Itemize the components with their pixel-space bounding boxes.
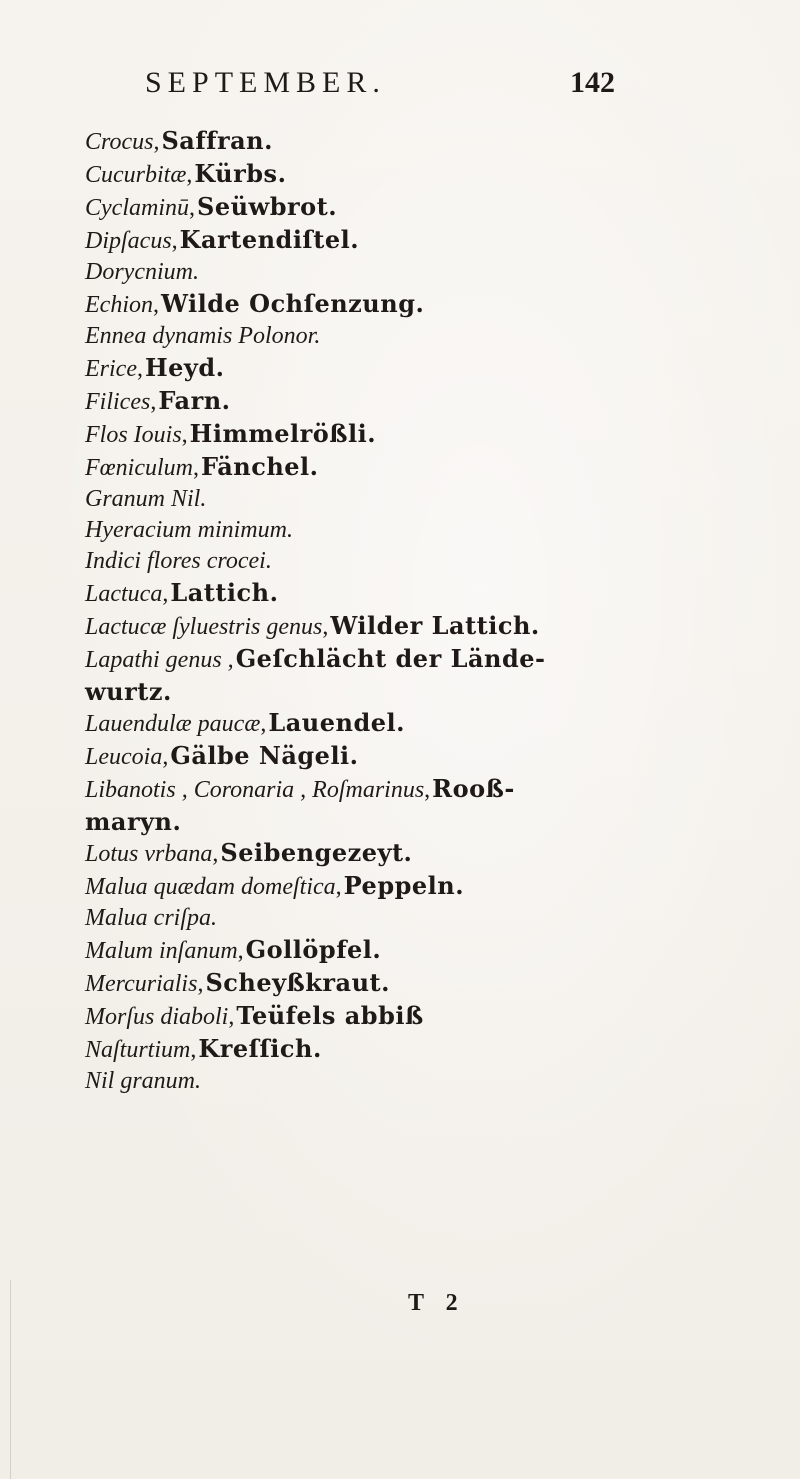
list-item [85,934,775,967]
list-item [85,224,775,257]
list-item [85,1000,775,1033]
german-name: Seüwbrot. [196,192,338,221]
german-name: maryn. [85,807,182,836]
list-item [85,352,775,385]
list-item [85,837,775,870]
latin-name: Fœniculum [85,455,193,481]
german-name: Lauendel. [268,708,405,737]
list-item [85,707,775,740]
latin-name: Cucurbitæ [85,162,187,188]
separator: , [162,581,169,607]
latin-name: Morſus diaboli [85,1004,229,1030]
plant-list [85,125,775,1097]
list-item [85,577,775,610]
list-item [85,451,775,484]
latin-name: Granum Nil. [85,486,207,512]
german-name: Himmelrößli. [189,419,377,448]
separator: , [190,1037,197,1063]
latin-name: Leucoia [85,744,163,770]
latin-name: Malua criſpa. [85,905,217,931]
latin-name: Nil granum. [85,1068,202,1094]
german-name: Rooß- [432,774,515,803]
latin-name: Flos Iouis [85,422,182,448]
latin-name: Dorycnium. [85,259,199,285]
separator: , [260,711,267,737]
german-name: Wilde Ochſenzung. [160,289,425,318]
german-name: Teüfels abbiß [236,1001,424,1030]
latin-name: Naſturtium [85,1037,191,1063]
separator: , [335,874,342,900]
latin-name: Echion [85,292,153,318]
latin-name: Hyeracium minimum. [85,517,293,543]
latin-name: Malum inſanum [85,938,238,964]
list-item [85,1066,775,1097]
list-item [85,257,775,288]
latin-name: Lactuca [85,581,163,607]
separator: , [153,129,160,155]
german-name: Lattich. [170,578,279,607]
list-item [85,740,775,773]
german-name: Kürbs. [194,159,287,188]
separator: , [322,614,329,640]
latin-name: Ennea dynamis Polonor. [85,323,321,349]
list-item [85,903,775,934]
german-name: Wilder Lattich. [330,611,540,640]
german-name: Kreſſich. [198,1034,322,1063]
list-item [85,1033,775,1066]
latin-name: Mercurialis [85,971,198,997]
separator: , [152,292,159,318]
list-item [85,773,775,806]
list-item [85,643,775,676]
german-name: Geſchlächt der Lände- [235,644,546,673]
page-edge-shadow [10,1280,11,1479]
separator: , [228,1004,235,1030]
running-head: SEPTEMBER. [145,66,386,99]
list-item [85,385,775,418]
separator: , [424,777,431,803]
separator: , [188,195,195,221]
latin-name: Filices [85,389,151,415]
catchword: T 2 [408,1290,466,1316]
list-item [85,418,775,451]
separator: , [186,162,193,188]
german-name: Peppeln. [343,871,465,900]
latin-name: Crocus [85,129,154,155]
list-item [85,967,775,1000]
separator: , [136,356,143,382]
latin-name: Lauendulæ paucæ [85,711,261,737]
latin-name: Erice [85,356,137,382]
latin-name: Libanotis , Coronaria , Roſmarinus [85,777,425,803]
separator: , [212,841,219,867]
separator: , [150,389,157,415]
latin-name: Dipſacus [85,228,172,254]
german-name: Gälbe Nägeli. [170,741,359,770]
german-name: Kartendiſtel. [179,225,360,254]
latin-name: Lotus vrbana [85,841,213,867]
german-name: Fänchel. [201,452,319,481]
latin-name: Indici flores crocei. [85,548,272,574]
german-name: Seibengezeyt. [220,838,413,867]
list-item [85,288,775,321]
german-name: Heyd. [144,353,225,382]
german-name: Saffran. [161,126,273,155]
latin-name: Cyclaminū [85,195,189,221]
separator: , [181,422,188,448]
list-item [85,806,775,837]
german-name: Farn. [158,386,231,415]
separator: , [171,228,178,254]
list-item [85,870,775,903]
separator: , [237,938,244,964]
latin-name: Lactucæ ſyluestris genus [85,614,323,640]
separator: , [162,744,169,770]
german-name: Scheyßkraut. [205,968,390,997]
separator: , [197,971,204,997]
german-name: wurtz. [85,677,172,706]
latin-name: Malua quædam domeſtica [85,874,336,900]
list-item [85,676,775,707]
latin-name: Lapathi genus , [85,647,234,673]
list-item [85,321,775,352]
list-item [85,546,775,577]
list-item [85,158,775,191]
list-item [85,191,775,224]
german-name: Gollöpfel. [245,935,382,964]
page-number: 142 [570,66,615,99]
list-item [85,484,775,515]
page-header [145,66,665,106]
separator: , [193,455,199,481]
list-item [85,610,775,643]
list-item [85,515,775,546]
list-item [85,125,775,158]
